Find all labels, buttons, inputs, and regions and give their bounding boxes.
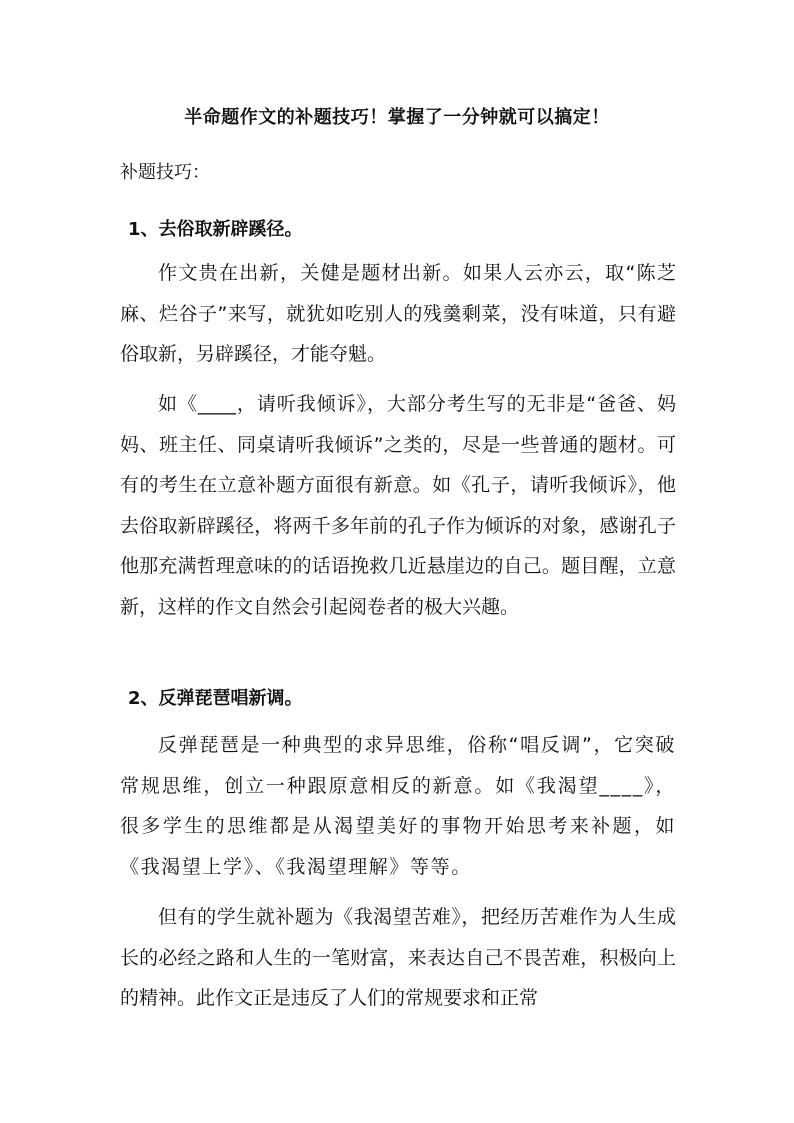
section-2-paragraph-2: 但有的学生就补题为《我渴望苦难》，把经历苦难作为人生成长的必经之路和人生的一笔财富，来表达自己不畏苦难，积极向上的精神。此作文正是违反了人们的常规要求和正常 [120,906,676,1009]
document-title: 半命题作文的补题技巧！掌握了一分钟就可以搞定！ [184,107,610,128]
section-1-paragraph-1: 作文贵在出新，关健是题材出新。如果人云亦云，取“陈芝麻、烂谷子”来写，就犹如吃别人的残羹剩菜，没有味道，只有避俗取新，另辟蹊径，才能夺魁。 [120,262,676,365]
intro-label: 补题技巧： [120,162,210,183]
section-1-paragraph-2: 如《____，请听我倾诉》，大部分考生写的无非是“爸爸、妈妈、班主任、同桌请听我倾诉”之类的，尽是一些普通的题材。可有的考生在立意补题方面很有新意。如《孔子，请听我倾诉》，他去俗取新辟蹊径，将两千多年前的孔子作为倾诉的对象，感谢孔子他那充满哲理意味的的话语挽救几近悬崖边的自己。题目醒，立意新，这样的作文自然会引起阅卷者的极大兴趣。 [120,393,676,618]
section-2-heading: 2、反弹琵琶唱新调。 [128,688,303,709]
section-2-paragraph-1: 反弹琵琶是一种典型的求异思维，俗称“唱反调”，它突破常规思维，创立一种跟原意相反的新意。如《我渴望____》，很多学生的思维都是从渴望美好的事物开始思考来补题，如《我渴望上学》、《我渴望理解》等等。 [120,734,676,878]
section-1-heading: 1、去俗取新辟蹊径。 [128,219,303,240]
